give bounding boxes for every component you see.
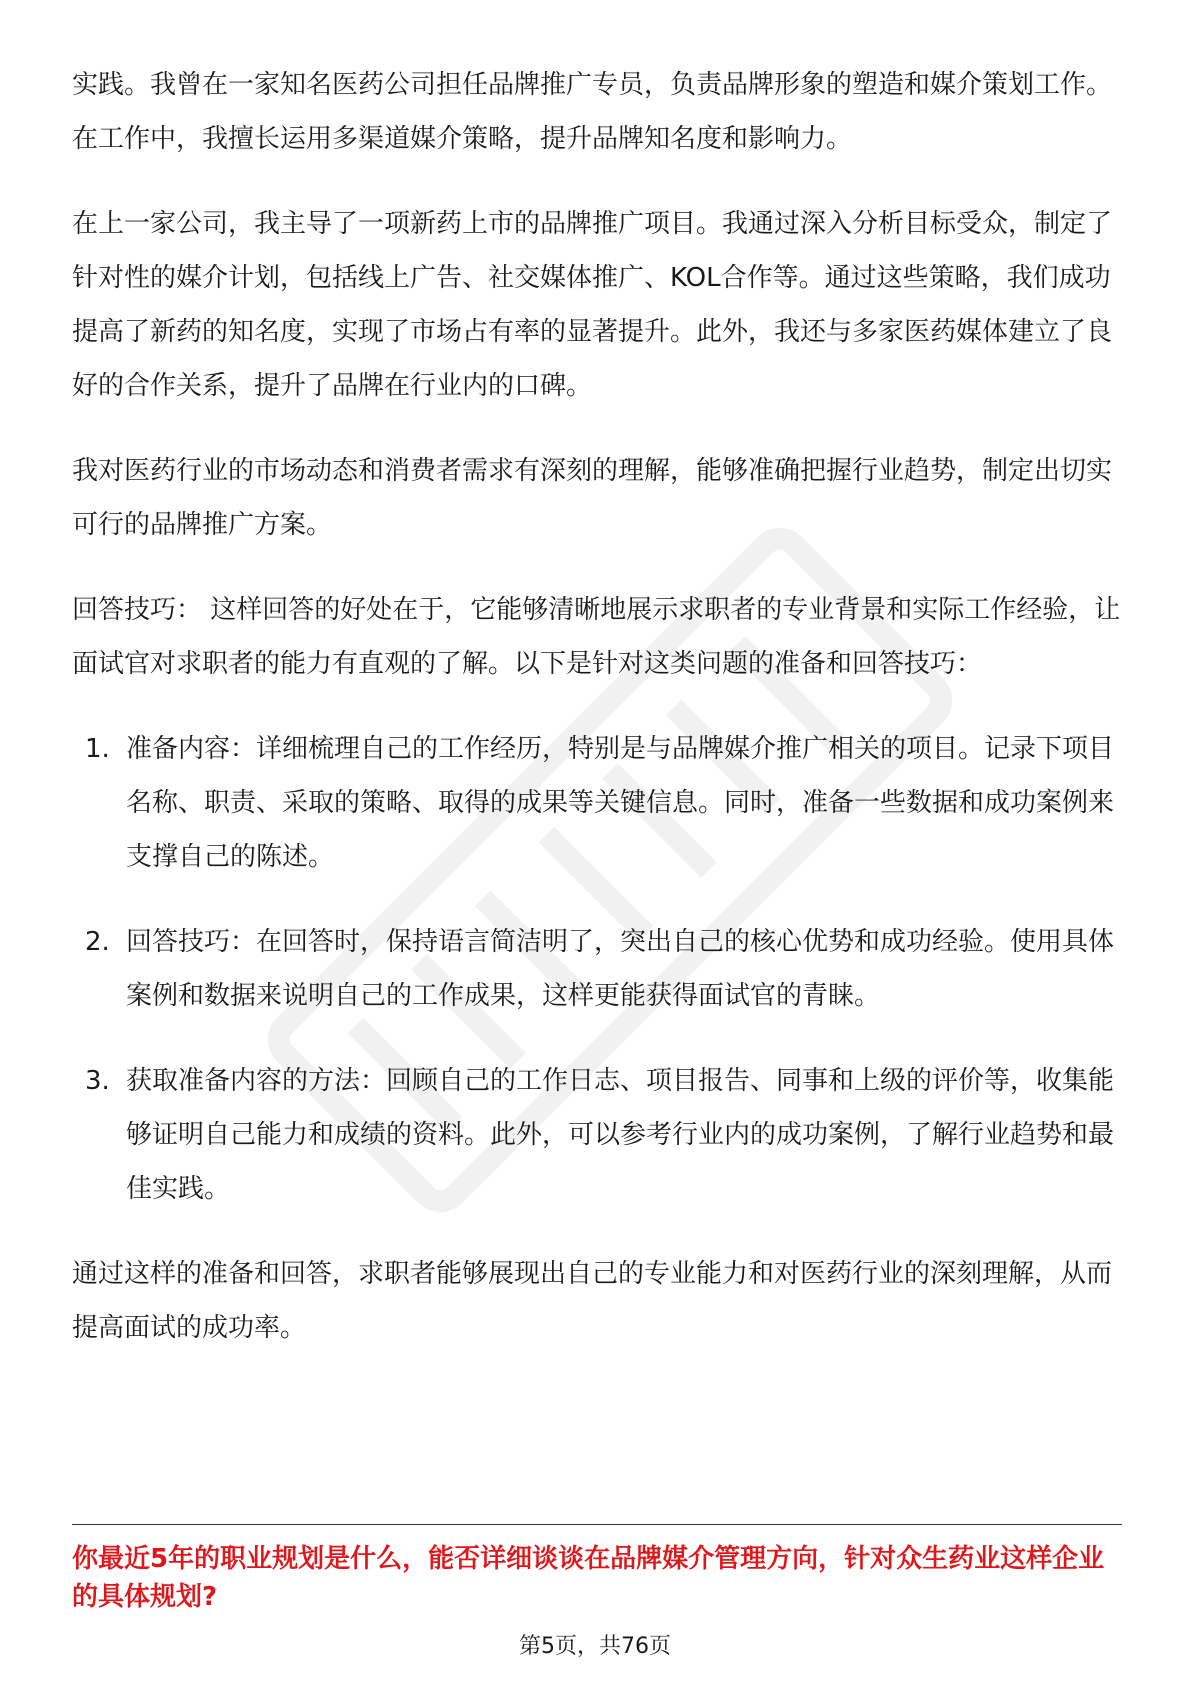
list-item-text: 准备内容：详细梳理自己的工作经历，特别是与品牌媒介推广相关的项目。记录下项目名称、职责、采取的策略、取得的成果等关键信息。同时，准备一些数据和成功案例来支撑自己的陈述。	[126, 734, 1115, 872]
section-divider	[72, 1524, 1122, 1525]
paragraph-conclusion: 通过这样的准备和回答，求职者能够展现出自己的专业能力和对医药行业的深刻理解，从而提高面试的成功率。	[72, 1259, 1113, 1343]
list-item	[72, 915, 1122, 1023]
list-item-text: 回答技巧：在回答时，保持语言简洁明了，突出自己的核心优势和成功经验。使用具体案例和数据来说明自己的工作成果，这样更能获得面试官的青睐。	[126, 927, 1115, 1011]
paragraph-answer-tips: 回答技巧： 这样回答的好处在于，它能够清晰地展示求职者的专业背景和实际工作经验，让面试官对求职者的能力有直观的了解。以下是针对这类问题的准备和回答技巧：	[72, 595, 1121, 679]
list-item-text: 获取准备内容的方法：回顾自己的工作日志、项目报告、同事和上级的评价等，收集能够证明自己能力和成绩的资料。此外，可以参考行业内的成功案例，了解行业趋势和最佳实践。	[126, 1066, 1115, 1204]
list-number: 3.	[85, 1066, 110, 1096]
next-question-heading: 你最近5年的职业规划是什么，能否详细谈谈在品牌媒介管理方向，针对众生药业这样企业的具体规划?	[72, 1544, 1105, 1612]
page-footer: 第5页，共76页	[519, 1634, 671, 1659]
tips-list	[72, 722, 1122, 1216]
paragraph-experience: 实践。我曾在一家知名医药公司担任品牌推广专员，负责品牌形象的塑造和媒介策划工作。在工作中，我擅长运用多渠道媒介策略，提升品牌知名度和影响力。	[72, 70, 1113, 154]
list-item	[72, 722, 1122, 884]
paragraph-understanding: 我对医药行业的市场动态和消费者需求有深刻的理解，能够准确把握行业趋势，制定出切实可行的品牌推广方案。	[72, 456, 1113, 540]
main-content	[72, 58, 1122, 1386]
list-number: 2.	[85, 927, 110, 957]
paragraph-project: 在上一家公司，我主导了一项新药上市的品牌推广项目。我通过深入分析目标受众，制定了针对性的媒介计划，包括线上广告、社交媒体推广、KOL合作等。通过这些策略，我们成功提高了新药的知名度，实现了市场占有率的显著提升。此外，我还与多家医药媒体建立了良好的合作关系，提升了品牌在行业内的口碑。	[72, 209, 1113, 401]
list-item	[72, 1054, 1122, 1216]
list-number: 1.	[85, 734, 110, 764]
